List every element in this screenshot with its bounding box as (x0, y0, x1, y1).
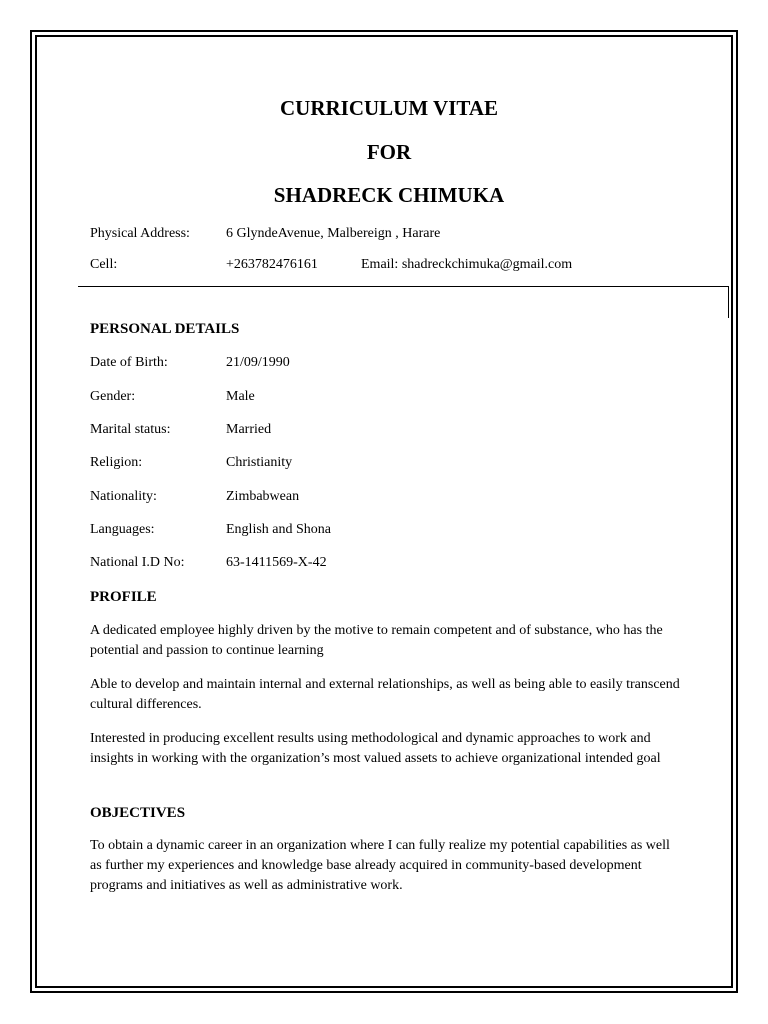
profile-paragraph: A dedicated employee highly driven by the motive to remain competent and of substance, who has the potential and passion to continue learning (90, 623, 663, 658)
contact-divider (78, 286, 729, 287)
detail-label: Languages: (90, 522, 155, 537)
address-label: Physical Address: (90, 226, 190, 241)
detail-value: 21/09/1990 (226, 355, 290, 370)
cv-title: CURRICULUM VITAE (280, 96, 498, 120)
cv-owner-name: SHADRECK CHIMUKA (273, 183, 505, 207)
detail-value: 63-1411569-X-42 (226, 555, 327, 570)
detail-value: Married (226, 422, 272, 437)
cell-value: +263782476161 (226, 257, 318, 272)
cell-label: Cell: (90, 257, 118, 272)
detail-label: National I.D No: (90, 555, 185, 570)
detail-value: Christianity (226, 455, 293, 470)
contact-divider-tick (728, 286, 729, 318)
objectives-paragraph: To obtain a dynamic career in an organization where I can fully realize my potential capabilities as well as further my experiences and knowledge base already acquired in community-based development programs and initiatives as well as administrative work. (90, 838, 670, 893)
detail-value: Male (226, 389, 255, 404)
objectives-heading: OBJECTIVES (90, 805, 186, 821)
email-text: Email: shadreckchimuka@gmail.com (361, 257, 573, 272)
detail-label: Date of Birth: (90, 355, 168, 370)
profile-paragraph: Able to develop and maintain internal and external relationships, as well as being able to easily transcend cultural differences. (90, 677, 680, 712)
personal-details-heading: PERSONAL DETAILS (90, 321, 240, 337)
detail-label: Gender: (90, 389, 136, 404)
detail-label: Nationality: (90, 489, 157, 504)
detail-label: Religion: (90, 455, 143, 470)
cv-title-for: FOR (366, 140, 412, 164)
address-value: 6 GlyndeAvenue, Malbereign , Harare (226, 226, 441, 241)
detail-value: English and Shona (226, 522, 331, 537)
profile-paragraph: Interested in producing excellent results using methodological and dynamic approaches to work and insights in working with the organization’s most valued assets to achieve organizational intended goal (90, 731, 661, 766)
detail-label: Marital status: (90, 422, 171, 437)
profile-heading: PROFILE (90, 589, 157, 605)
detail-value: Zimbabwean (226, 489, 300, 504)
